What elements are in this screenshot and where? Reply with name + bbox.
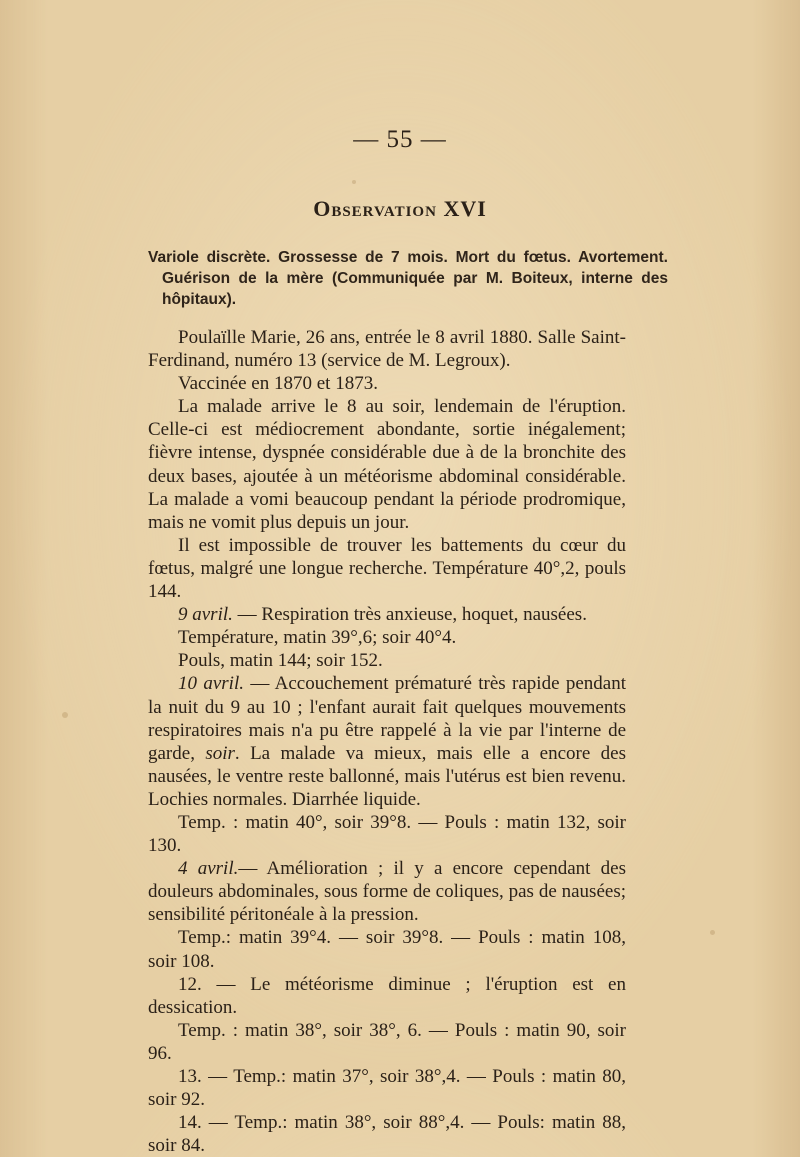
observation-heading	[0, 196, 800, 222]
paper-stain	[62, 712, 68, 718]
paragraph: Temp. : matin 40°, soir 39°8. — Pouls : matin 132, soir 130.	[148, 811, 626, 857]
paragraph: 9 avril. — Respiration très anxieuse, hoquet, nausées.	[178, 604, 587, 626]
heading-numeral: XVI	[443, 196, 487, 221]
paragraph: Pouls, matin 144; soir 152.	[178, 650, 383, 672]
paragraph: 13. — Temp.: matin 37°, soir 38°,4. — Pouls : matin 80, soir 92.	[148, 1066, 626, 1111]
paragraph: La malade arrive le 8 au soir, lendemain de l'éruption. Celle-ci est médiocrement abondante, sortie inégalement; fièvre intense, dyspnée considérable due à de la bronchite des deux bases, ajoutée à un météorisme abdominal considérable. La malade a vomi beaucoup pendant la période prodromique, mais ne vomit plus depuis un jour.	[148, 396, 626, 533]
paragraph: Poulaïlle Marie, 26 ans, entrée le 8 avril 1880. Salle Saint-Ferdinand, numéro 13 (service de M. Legroux).	[148, 327, 626, 372]
paragraph: Il est impossible de trouver les battements du cœur du fœtus, malgré une longue recherche. Température 40°,2, pouls 144.	[148, 534, 626, 603]
paragraph: 10 avril. — Accouchement prématuré très rapide pendant la nuit du 9 au 10 ; l'enfant aurait fait quelques mouvements respiratoires mais n'a pu être rappelé à la vie par l'interne de garde, soir. La malade va mieux, mais elle a encore des nausées, le ventre reste ballonné, mais l'utérus est bien revenu. Lochies normales. Diarrhée liquide.	[148, 673, 626, 810]
entry-date: 9 avril.	[178, 604, 233, 626]
case-body	[148, 326, 626, 1157]
heading-label: Observation	[313, 196, 437, 221]
paper-stain	[710, 930, 715, 935]
entry-date: 4 avril.	[178, 858, 239, 880]
paragraph: 12. — Le météorisme diminue ; l'éruption est en dessication.	[148, 973, 626, 1018]
case-summary: Variole discrète. Grossesse de 7 mois. Mort du fœtus. Avortement. Guérison de la mère (Communiquée par M. Boiteux, interne des hôpitaux).	[148, 249, 668, 308]
paragraph: Vaccinée en 1870 et 1873.	[178, 373, 378, 395]
paragraph: 14. — Temp.: matin 38°, soir 88°,4. — Pouls: matin 88, soir 84.	[148, 1112, 626, 1157]
paper-stain	[352, 180, 356, 184]
paragraph: Temp. : matin 38°, soir 38°, 6. — Pouls : matin 90, soir 96.	[148, 1019, 626, 1064]
paragraph: 4 avril.— Amélioration ; il y a encore cependant des douleurs abdominales, sous forme de coliques, pas de nausées; sensibilité péritonéale à la pression.	[148, 858, 626, 926]
entry-date: 10 avril.	[178, 673, 244, 695]
paragraph: Température, matin 39°,6; soir 40°4.	[178, 627, 457, 649]
emphasis: soir	[205, 742, 235, 764]
paragraph: Temp.: matin 39°4. — soir 39°8. — Pouls : matin 108, soir 108.	[148, 927, 626, 972]
page-number: — 55 —	[353, 126, 447, 153]
